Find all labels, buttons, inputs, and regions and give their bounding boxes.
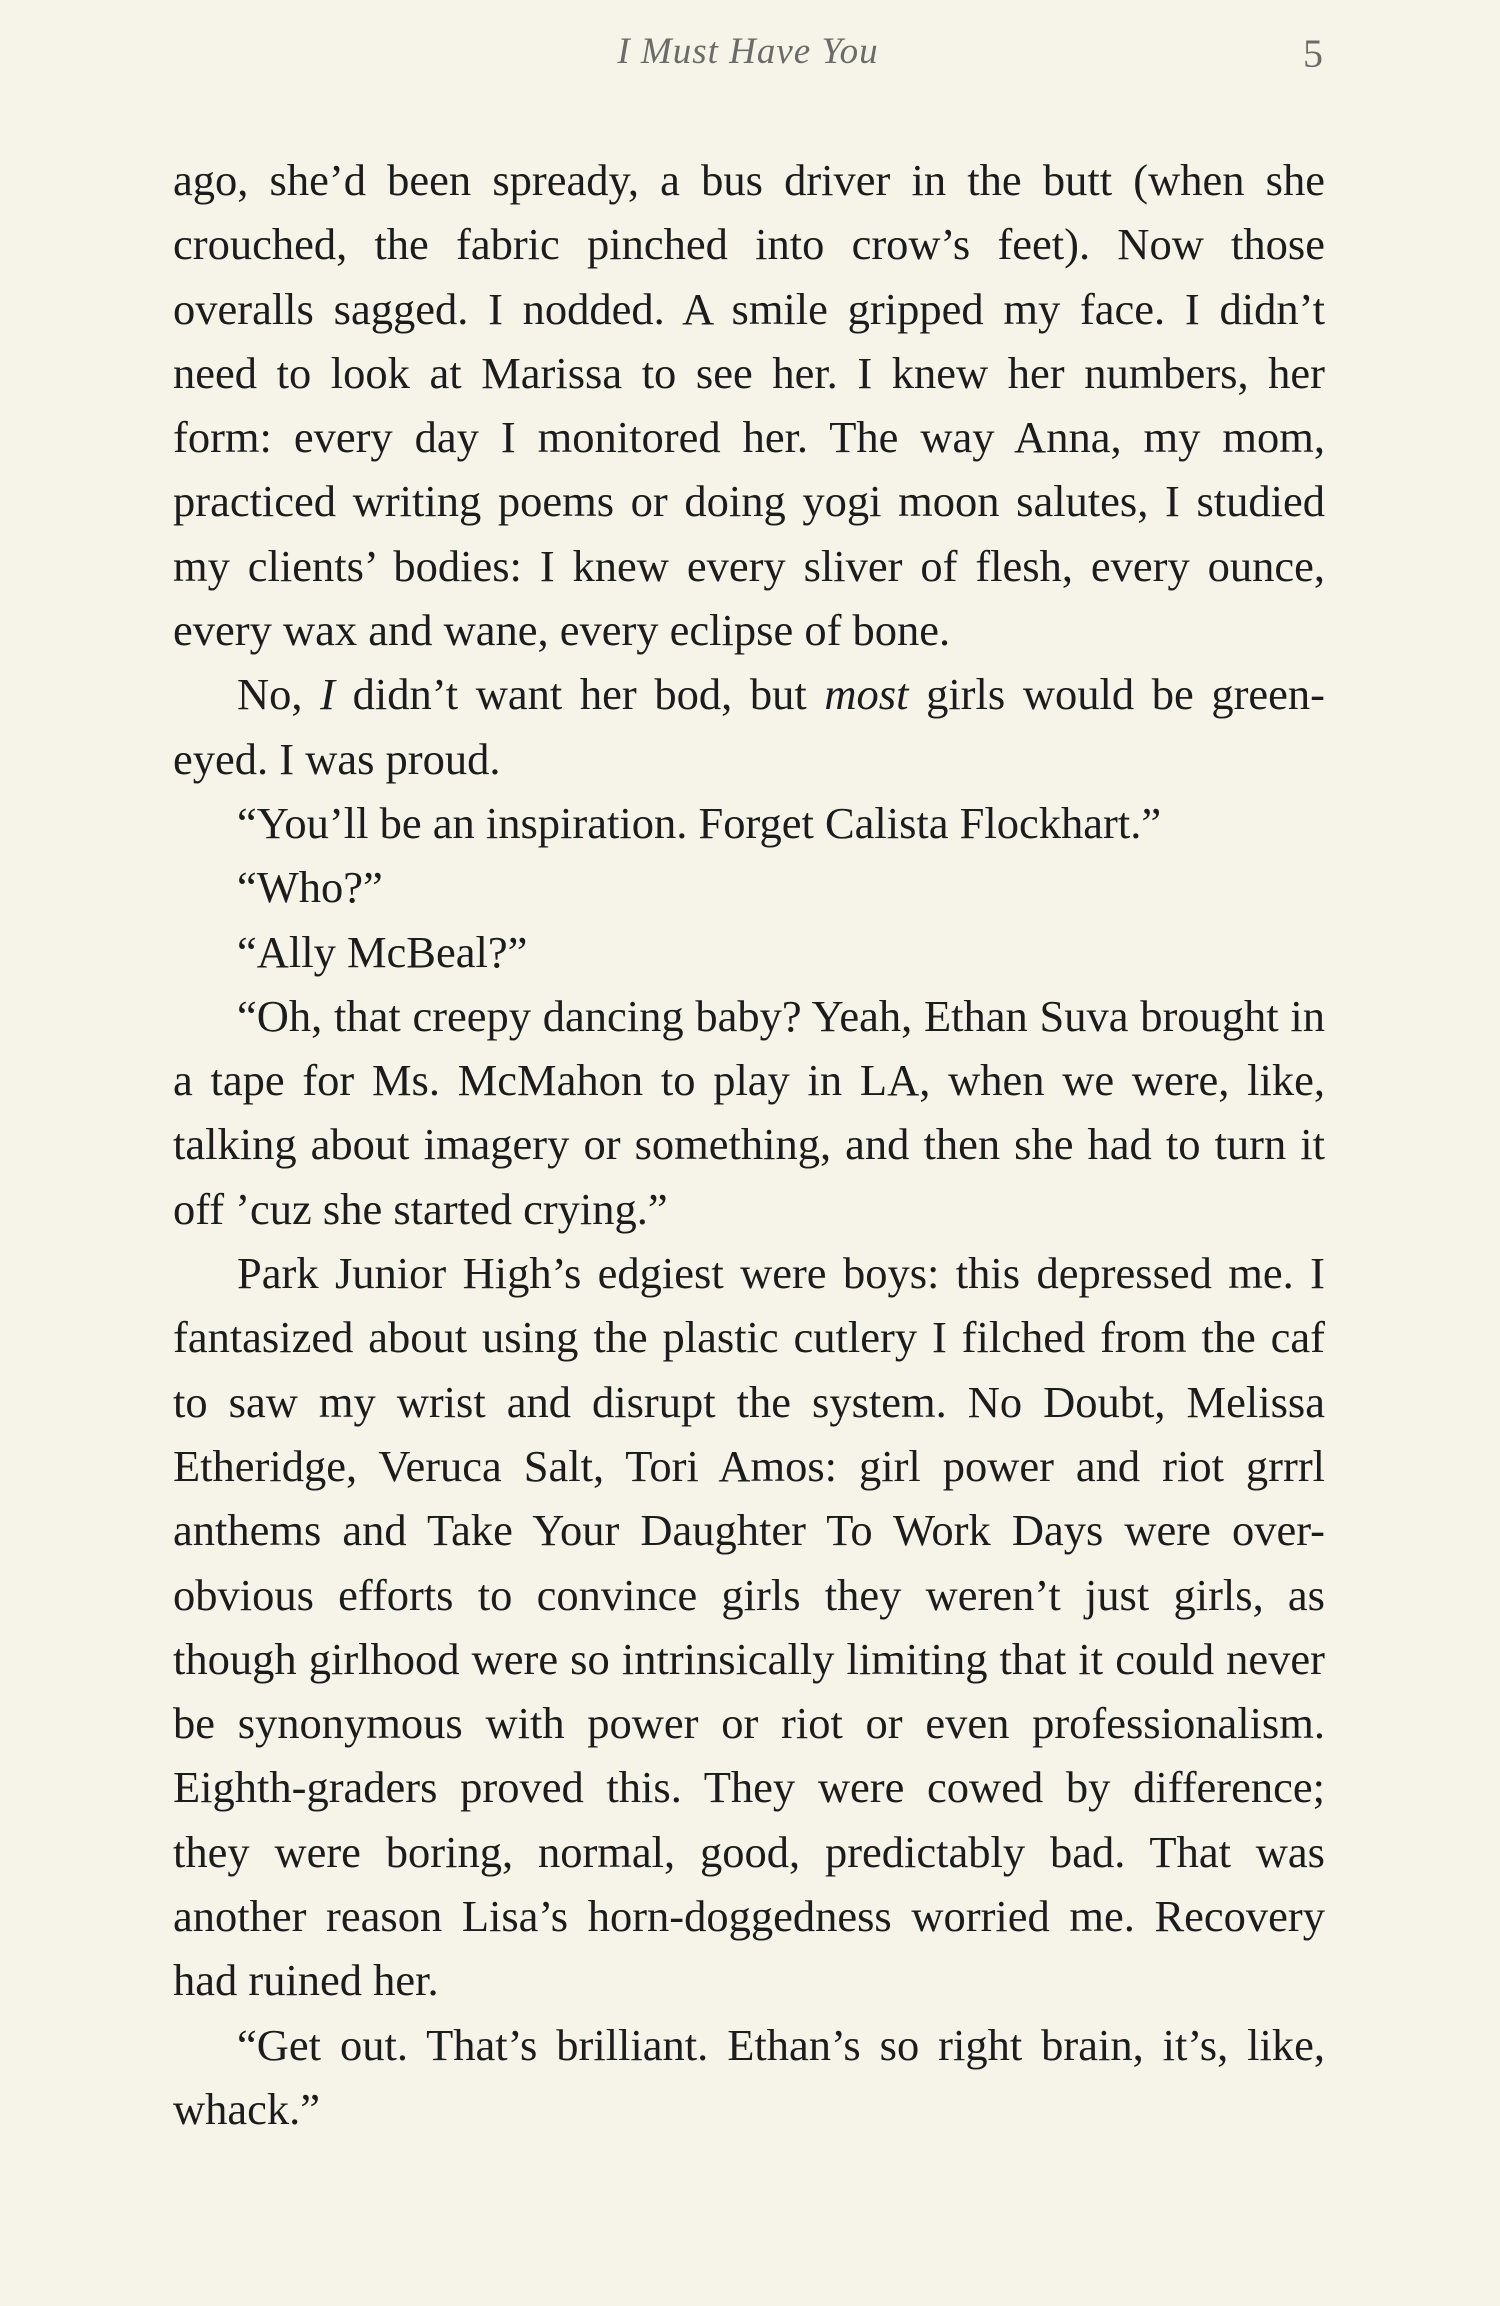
text-run: didn’t want her bod, but bbox=[334, 669, 825, 720]
paragraph: “You’ll be an inspiration. Forget Calista Flockhart.” bbox=[237, 797, 1162, 848]
paragraph: “Who?” bbox=[237, 862, 383, 913]
running-head bbox=[173, 30, 1323, 90]
body-text bbox=[173, 148, 1325, 2141]
text-run: No, bbox=[237, 669, 321, 720]
paragraph: “Get out. That’s brilliant. Ethan’s so right brain, it’s, like, whack.” bbox=[173, 2019, 1325, 2134]
paragraph: “Ally McBeal?” bbox=[237, 926, 528, 977]
running-title: I Must Have You bbox=[617, 31, 879, 72]
text-run: girls would be green-eyed. I was proud. bbox=[173, 669, 1325, 784]
emphasis: I bbox=[320, 669, 335, 720]
emphasis: most bbox=[824, 669, 909, 720]
page-number: 5 bbox=[1303, 31, 1323, 76]
paragraph bbox=[173, 662, 1325, 791]
paragraph: “Oh, that creepy dancing baby? Yeah, Ethan Suva brought in a tape for Ms. McMahon to play in LA, when we were, like, talking about imagery or something, and then she had to turn it off ’cuz she started crying.” bbox=[173, 990, 1325, 1234]
paragraph: ago, she’d been spready, a bus driver in the butt (when she crouched, the fabric pinched into crow’s feet). Now those overalls sagged. I nodded. A smile gripped my face. I didn’t need to look at Marissa to see her. I knew her numbers, her form: every day I monitored her. The way Anna, my mom, practiced writing poems or doing yogi moon salutes, I studied my clients’ bodies: I knew every sliver of flesh, every ounce, every wax and wane, every eclipse of bone. bbox=[173, 155, 1325, 656]
paragraph: Park Junior High’s edgiest were boys: this depressed me. I fantasized about using the plastic cutlery I filched from the caf to saw my wrist and disrupt the system. No Doubt, Melissa Etheridge, Veruca Salt, Tori Amos: girl power and riot grrrl anthems and Take Your Daughter To Work Days were over-obvious efforts to convince girls they weren’t just girls, as though girlhood were so intrinsically limiting that it could never be synonymous with power or riot or even professionalism. Eighth-graders proved this. They were cowed by difference; they were boring, normal, good, predictably bad. That was another reason Lisa’s horn-doggedness worried me. Recovery had ruined her. bbox=[173, 1248, 1325, 2006]
